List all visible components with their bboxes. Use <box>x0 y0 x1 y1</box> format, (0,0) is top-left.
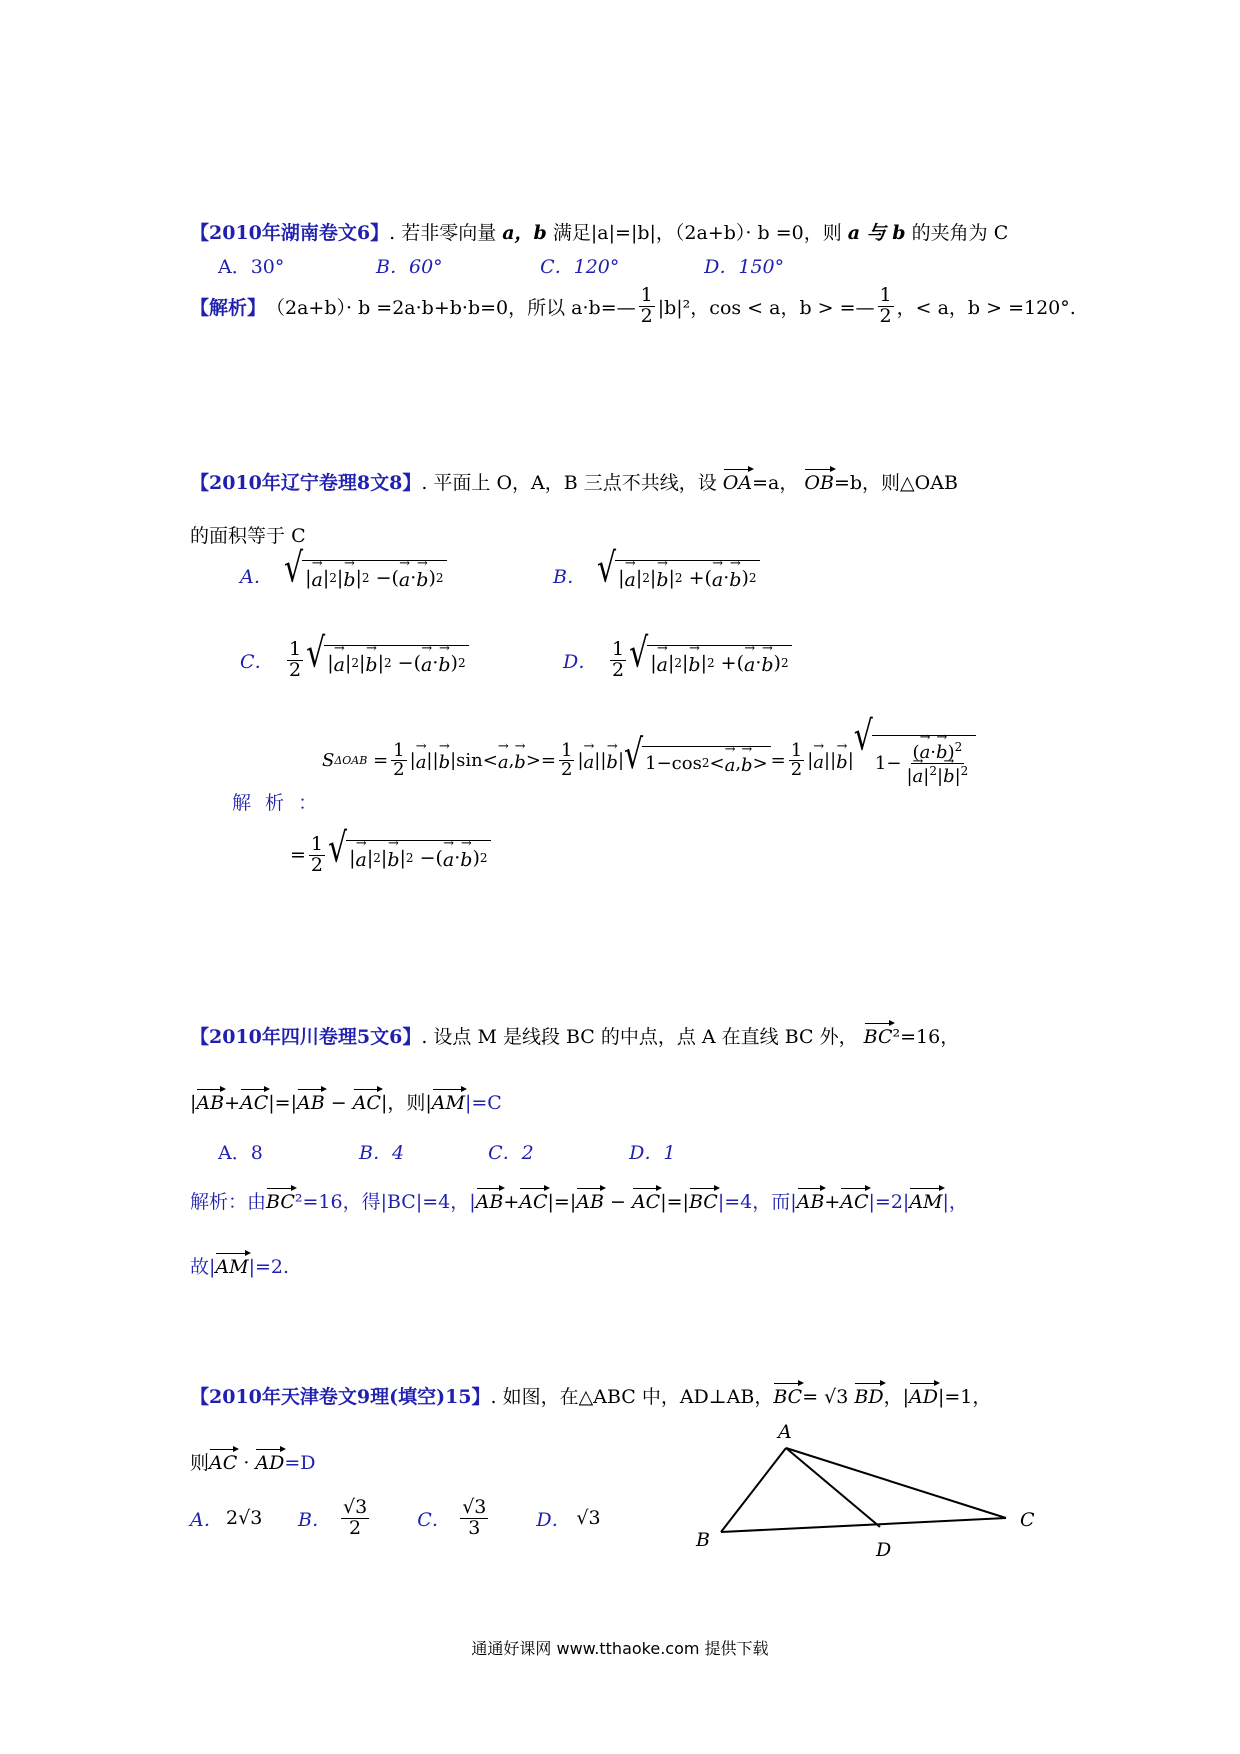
q4-triangle-figure <box>680 1418 1040 1588</box>
q4-vec-bc: BC <box>773 1380 802 1408</box>
q3-stem-line2: |AB+AC|=|AB − AC|，则|AM|=C <box>190 1086 502 1115</box>
q2-option-d: D． <box>563 650 598 673</box>
q2-c-half: $\frac{1}{2}$ <box>289 638 302 681</box>
q1-frac-half-1: $\frac{1}{2}$ <box>640 284 653 327</box>
q3-conclusion-2: |=2. <box>248 1256 290 1278</box>
q2-d-half: $\frac{1}{2}$ <box>612 638 625 681</box>
q3-stem <box>190 1020 959 1049</box>
q4-edge-bc <box>721 1518 1006 1532</box>
q3-analysis-5: |， <box>942 1191 968 1213</box>
q3-analysis-3: |=4，而| <box>717 1191 797 1213</box>
q2-option-b: B． <box>553 566 586 588</box>
q4-stem-4: |=1， <box>937 1386 992 1408</box>
q2-analysis-formula-1: S ΔOAB = $\frac{1}{2}$ | → a || → b |sin< → a , → b >= $\frac{1}{2}$ | → a || → b | √ 1−cos 2 < → a , → b > = $\frac{1}{2}$ | → a || → b | √ 1− $\frac{(\to a\cdot\to b)^2}{|\to a|^2|\to b|^2}$ <box>322 735 976 787</box>
q4-option-d-value: √3 <box>576 1507 601 1530</box>
q2-stem-2: =a， <box>752 472 799 494</box>
q2-option-a: A． <box>240 566 273 588</box>
q1-stem-post: 的夹角为 <box>911 222 988 244</box>
q3-analysis-2: ²=16，得|BC|=4，| <box>294 1191 476 1213</box>
q2-stem-1: . 平面上 O，A，B 三点不共线，设 <box>421 472 717 494</box>
q3-vec-am: AM <box>432 1086 465 1114</box>
q3-stem-1: . 设点 M 是线段 BC 的中点，点 A 在直线 BC 外， <box>421 1026 858 1048</box>
q3-answer-text: |=C <box>464 1092 502 1114</box>
q3-option-d: D．1 <box>629 1142 676 1164</box>
q2-header: 【2010年辽宁卷理8文8】 <box>190 472 422 494</box>
q4-vec-bd: BD <box>854 1380 883 1408</box>
q3-conclusion: 故|AM|=2. <box>190 1250 289 1279</box>
q4-option-a: A． <box>190 1508 223 1531</box>
q2-option-b-row <box>553 545 760 593</box>
q2-answer: C <box>291 525 306 547</box>
q1-option-c: C．120° <box>540 256 620 278</box>
q2-analysis-formula-2: = $\frac{1}{2}$ √ | → a | 2 | → b | 2 −( → a · → b ) 2 <box>290 835 491 876</box>
q2-option-c: C． <box>240 650 274 673</box>
q3-stem-2: ²=16， <box>892 1026 960 1048</box>
q3-analysis-1: 解析：由 <box>190 1191 267 1213</box>
q2-option-d-formula: √ | → a | 2 | → b | 2 +( → a · → b ) 2 <box>629 645 792 676</box>
q4-label-d: D <box>876 1539 892 1561</box>
q4-stem-2: = √3 <box>802 1386 849 1408</box>
q2-vec-ob: OB <box>804 466 834 494</box>
q1-analysis-3: ，< a，b > =120°. <box>896 296 1076 319</box>
q4-option-d: D． <box>536 1508 571 1531</box>
q2-analysis-label: 解 析 ： <box>232 792 322 814</box>
q4-header: 【2010年天津卷文9理(填空)15】 <box>190 1386 491 1408</box>
q1-analysis-label: 【解析】 <box>190 296 267 319</box>
q1-option-d: D．150° <box>704 256 785 278</box>
q4-edge-ab <box>721 1448 786 1532</box>
q4-vec-ac: AC <box>209 1446 237 1474</box>
q4-label-b: B <box>696 1529 710 1551</box>
q1-stem <box>190 218 1008 245</box>
q4-option-c-value: $\frac{√3}{3}$ <box>462 1496 487 1539</box>
q1-options <box>218 252 784 279</box>
q3-option-b: B．4 <box>359 1142 405 1164</box>
q2-option-d-row <box>563 630 792 681</box>
page-footer: 通通好课网 www.tthaoke.com 提供下载 <box>471 1639 769 1658</box>
q2-stem-line2-text: 的面积等于 <box>190 525 286 547</box>
q4-stem-line2-pre: 则 <box>190 1452 210 1474</box>
q4-label-c: C <box>1020 1509 1035 1531</box>
q2-option-b-formula: √ | → a | 2 | → b | 2 +( → a · → b ) 2 <box>597 560 760 591</box>
q1-analysis-2: |b|²，cos < a，b > =— <box>657 296 875 319</box>
q3-conclusion-1: 故| <box>190 1256 216 1278</box>
q2-option-c-row <box>240 630 469 681</box>
q3-option-c: C．2 <box>488 1142 534 1164</box>
q4-stem-3: ，| <box>883 1386 910 1408</box>
q2-stem-line2 <box>190 521 306 548</box>
q1-header: 【2010年湖南卷文6】 <box>190 222 390 244</box>
q2-option-c-formula: √ | → a | 2 | → b | 2 −( → a · → b ) 2 <box>306 645 469 676</box>
q3-stem-line2-post: ，则| <box>387 1092 432 1114</box>
q1-option-b: B．60° <box>376 256 443 278</box>
q4-option-a-value: 2√3 <box>226 1507 263 1530</box>
q2-stem <box>190 466 958 495</box>
q4-stem <box>190 1380 991 1409</box>
q4-option-b: B． <box>298 1508 331 1531</box>
q3-option-a: A．8 <box>218 1142 263 1164</box>
q1-stem-mid: 满足|a|=|b|，（2a+b）· b =0，则 <box>552 222 842 244</box>
q1-answer: C <box>993 222 1009 244</box>
q4-vec-ad2: AD <box>255 1446 284 1474</box>
q1-var-ab: a，b <box>502 222 547 244</box>
q1-option-a: A．30° <box>218 256 285 278</box>
q4-stem-1: . 如图，在△ABC 中，AD⊥AB， <box>490 1386 774 1408</box>
q4-options <box>190 1498 601 1539</box>
q3-analysis: 解析：由BC²=16，得|BC|=4，|AB+AC|=|AB − AC|=|BC|=4，而|AB+AC|=2|AM|， <box>190 1185 968 1214</box>
q4-vec-ad: AD <box>909 1380 938 1408</box>
q3-header: 【2010年四川卷理5文6】 <box>190 1026 422 1048</box>
q4-stem-line2: 则AC · AD=D <box>190 1446 316 1475</box>
q3-options <box>218 1138 675 1165</box>
q4-edge-ac <box>786 1448 1006 1518</box>
q1-analysis <box>190 286 1076 327</box>
q2-vec-oa: OA <box>723 466 752 494</box>
q3-analysis-4: |=2| <box>868 1191 910 1213</box>
q4-option-c: C． <box>417 1508 451 1531</box>
q4-option-b-value: $\frac{√3}{2}$ <box>343 1496 368 1539</box>
q1-stem-pre: . 若非零向量 <box>389 222 497 244</box>
q2-option-a-row <box>240 545 447 593</box>
q1-analysis-1: （2a+b）· b =2a·b+b·b=0，所以 a·b=— <box>266 296 636 319</box>
q2-option-a-formula: √ | → a | 2 | → b | 2 −( → a · → b ) 2 <box>284 560 447 591</box>
q1-var-a-b: a 与 b <box>847 222 906 244</box>
q2-stem-3: =b，则△OAB <box>833 472 958 494</box>
q4-stem-line2-post: =D <box>284 1452 316 1474</box>
q3-vec-bc: BC <box>864 1020 893 1048</box>
q4-edge-ad <box>786 1448 880 1527</box>
q4-label-a: A <box>778 1421 792 1443</box>
q1-frac-half-2: $\frac{1}{2}$ <box>879 284 892 327</box>
